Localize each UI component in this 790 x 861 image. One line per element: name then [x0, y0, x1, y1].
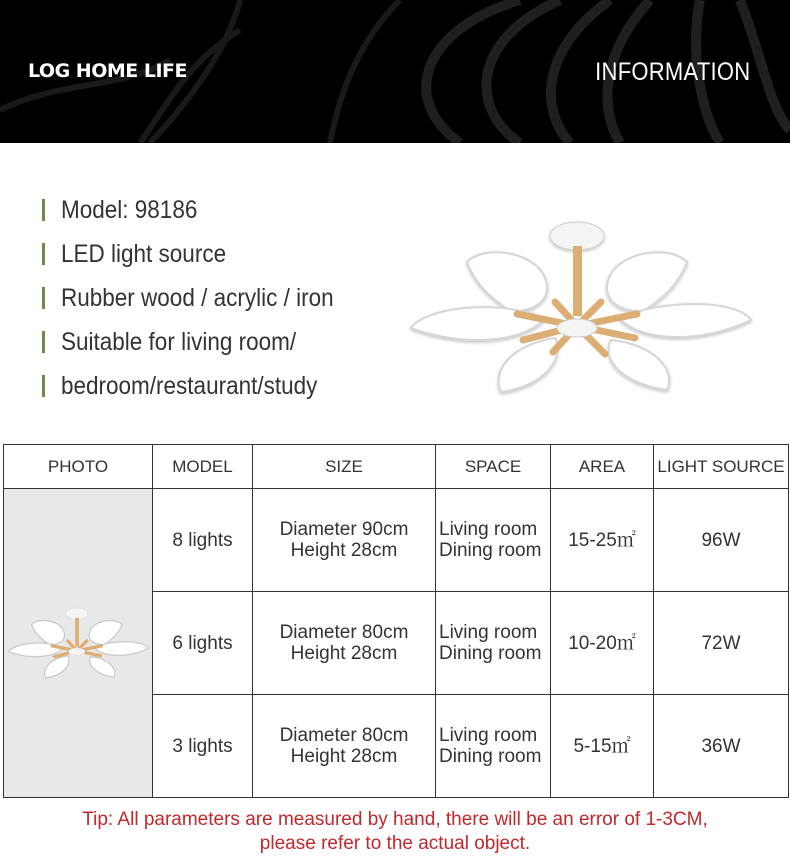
model-cell: 3 lights	[153, 695, 253, 798]
size-height: Height 28cm	[290, 643, 398, 664]
feature-item	[42, 188, 402, 232]
space-cell	[436, 695, 551, 798]
area-cell: 15-25㎡	[551, 489, 654, 592]
space-cell	[436, 489, 551, 592]
column-header: AREA	[551, 445, 654, 489]
feature-text: LED light source	[61, 239, 227, 268]
brand-banner	[0, 0, 790, 143]
feature-item	[42, 364, 402, 408]
bullet-bar	[42, 199, 45, 221]
brand-logo: LOG HOME LIFE	[28, 60, 187, 82]
size-height: Height 28cm	[290, 746, 398, 767]
feature-text: Rubber wood / acrylic / iron	[61, 283, 334, 312]
bullet-bar	[42, 375, 45, 397]
area-cell: 5-15㎡	[551, 695, 654, 798]
product-photo-cell	[4, 489, 153, 798]
light-source-cell: 72W	[654, 592, 789, 695]
size-height: Height 28cm	[290, 540, 398, 561]
column-header: LIGHT SOURCE	[654, 445, 789, 489]
section-title: INFORMATION	[594, 58, 750, 86]
column-header: SIZE	[253, 445, 436, 489]
area-cell: 10-20㎡	[551, 592, 654, 695]
feature-text: bedroom/restaurant/study	[61, 371, 318, 400]
feature-item	[42, 276, 402, 320]
space-line: Living room	[439, 519, 538, 540]
bullet-bar	[42, 287, 45, 309]
table-row	[4, 489, 789, 592]
column-header: MODEL	[153, 445, 253, 489]
light-source-cell: 36W	[654, 695, 789, 798]
spec-table	[3, 444, 789, 798]
measurement-tip	[0, 808, 790, 856]
size-cell	[253, 489, 436, 592]
size-diameter: Diameter 90cm	[279, 519, 409, 540]
feature-list	[42, 188, 402, 408]
size-cell	[253, 592, 436, 695]
feature-item	[42, 232, 402, 276]
chandelier-thumbnail-image	[6, 603, 151, 683]
space-cell	[436, 592, 551, 695]
size-diameter: Diameter 80cm	[279, 725, 409, 746]
feature-text: Suitable for living room/	[61, 327, 297, 356]
space-line: Living room	[439, 622, 538, 643]
column-header: SPACE	[436, 445, 551, 489]
feature-item	[42, 320, 402, 364]
space-line: Living room	[439, 725, 538, 746]
bullet-bar	[42, 243, 45, 265]
table-header-row	[4, 445, 789, 489]
model-cell: 6 lights	[153, 592, 253, 695]
size-diameter: Diameter 80cm	[279, 622, 409, 643]
model-cell: 8 lights	[153, 489, 253, 592]
feature-text: Model: 98186	[61, 195, 198, 224]
space-line: Dining room	[439, 540, 542, 561]
chandelier-product-image	[405, 218, 757, 396]
light-source-cell: 96W	[654, 489, 789, 592]
space-line: Dining room	[439, 643, 542, 664]
column-header: PHOTO	[4, 445, 153, 489]
tip-line: please refer to the actual object.	[259, 833, 531, 854]
bullet-bar	[42, 331, 45, 353]
size-cell	[253, 695, 436, 798]
tip-line: Tip: All parameters are measured by hand, there will be an error of 1-3CM,	[82, 809, 708, 830]
space-line: Dining room	[439, 746, 542, 767]
